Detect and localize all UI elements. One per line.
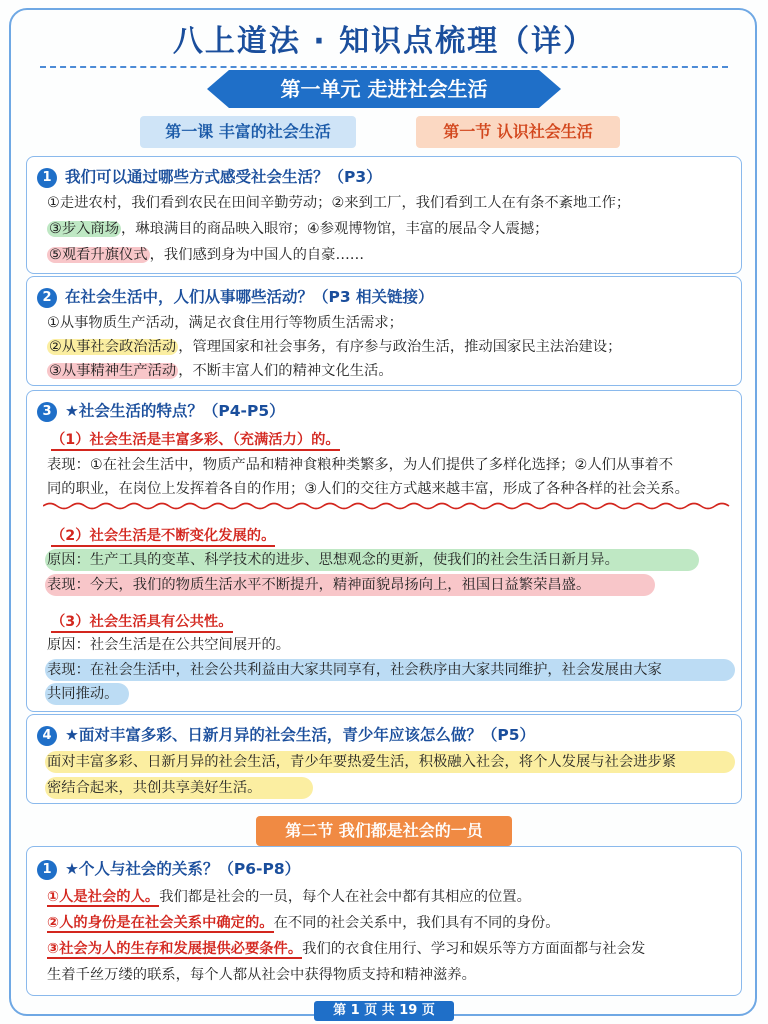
answer-text: ，不断丰富人们的精神文化生活。 [178,363,393,379]
answer-text: ，管理国家和社会事务，有序参与政治生活，推动国家民主法治建设； [178,339,622,355]
answer-line: 原因：社会生活是在公共空间展开的。 [47,637,291,653]
answer-line: 表现：①在社会生活中，物质产品和精神食粮种类繁多，为人们提供了多样化选择；②人们从事着不 [47,457,674,473]
answer-line [47,887,531,907]
answer-line [47,913,560,933]
highlight-pink: ⑤观看升旗仪式 [49,247,148,263]
answer-text: ，琳琅满目的商品映入眼帘；④参观博物馆，丰富的展品令人震撼； [121,221,549,237]
answer-line [47,245,364,265]
number-badge: 3 [37,402,57,422]
heading-text: ★个人与社会的关系？（P6-P8） [65,860,301,878]
answer-line: 原因：生产工具的变革、科学技术的进步、思想观念的更新，使我们的社会生活日新月异。 [47,552,619,568]
question-box-1 [26,156,742,274]
section2-tag: 第二节 我们都是社会的一员 [256,816,512,846]
number-badge: 1 [37,860,57,880]
subheading-1: （1）社会生活是丰富多彩、（充满活力）的。 [51,429,340,451]
answer-line: 面对丰富多彩、日新月异的社会生活，青少年要热爱生活，积极融入社会，将个人发展与社会进步紧 [47,754,677,770]
answer-text: 我们都是社会的一员，每个人在社会中都有其相应的位置。 [159,889,531,905]
heading-text: 我们可以通过哪些方式感受社会生活？（P3） [65,168,382,186]
answer-line: 表现：在社会生活中，社会公共利益由大家共同享有，社会秩序由大家共同维护，社会发展由大家 [47,662,662,678]
highlight-green: ③步入商场 [49,221,120,237]
highlight-yellow: ②从事社会政治活动 [49,339,177,355]
question-heading-4 [37,723,535,746]
question-box-2 [26,276,742,386]
wavy-underline [43,501,733,511]
number-badge: 4 [37,726,57,746]
subheading-3: （3）社会生活具有公共性。 [51,611,233,633]
answer-line [47,337,621,357]
lesson-tag: 第一课 丰富的社会生活 [140,116,356,148]
highlight-pink: ③从事精神生产活动 [49,363,177,379]
question-box-4 [26,714,742,804]
question-heading-5 [37,857,300,880]
key-point: ③社会为人的生存和发展提供必要条件。 [47,941,303,957]
title-divider [40,66,728,68]
answer-line [47,939,645,959]
answer-line: 共同推动。 [47,686,119,702]
answer-text: 在不同的社会关系中，我们具有不同的身份。 [273,915,560,931]
answer-line [47,219,548,239]
subheading-2: （2）社会生活是不断变化发展的。 [51,525,275,547]
heading-text: ★面对丰富多彩、日新月异的社会生活，青少年应该怎么做？（P5） [65,726,536,744]
heading-text: 在社会生活中，人们从事哪些活动？（P3 相关链接） [65,288,434,306]
answer-line: 表现：今天，我们的物质生活水平不断提升，精神面貌昂扬向上，祖国日益繁荣昌盛。 [47,577,591,593]
number-badge: 1 [37,168,57,188]
question-heading-3 [37,399,285,422]
unit-banner: 第一单元 走进社会生活 [229,70,539,108]
key-point: ①人是社会的人。 [47,889,160,905]
heading-text: ★社会生活的特点？（P4-P5） [65,402,285,420]
answer-text: ，我们感到身为中国人的自豪…… [149,247,365,263]
answer-line [47,361,393,381]
answer-text: 我们的衣食住用行、学习和娱乐等方方面面都与社会发 [302,941,646,957]
answer-line: 密结合起来，共创共享美好生活。 [47,780,262,796]
question-heading-2 [37,285,434,308]
answer-line: 同的职业，在岗位上发挥着各自的作用；③人们的交往方式越来越丰富，形成了各种各样的社会关系。 [47,481,689,497]
answer-line: ①走进农村，我们看到农民在田间辛勤劳动；②来到工厂，我们看到工人在有条不紊地工作； [47,195,631,211]
page-number: 第 1 页 共 19 页 [314,1001,454,1021]
page-title: 八上道法 · 知识点梳理（详） [172,24,596,59]
answer-line: ①从事物质生产活动，满足衣食住用行等物质生活需求； [47,315,403,331]
key-point: ②人的身份是在社会关系中确定的。 [47,915,274,931]
question-box-5 [26,846,742,996]
question-heading-1 [37,165,382,188]
answer-line: 生着千丝万缕的联系，每个人都从社会中获得物质支持和精神滋养。 [47,967,476,983]
question-box-3 [26,390,742,712]
section1-tag: 第一节 认识社会生活 [416,116,620,148]
number-badge: 2 [37,288,57,308]
